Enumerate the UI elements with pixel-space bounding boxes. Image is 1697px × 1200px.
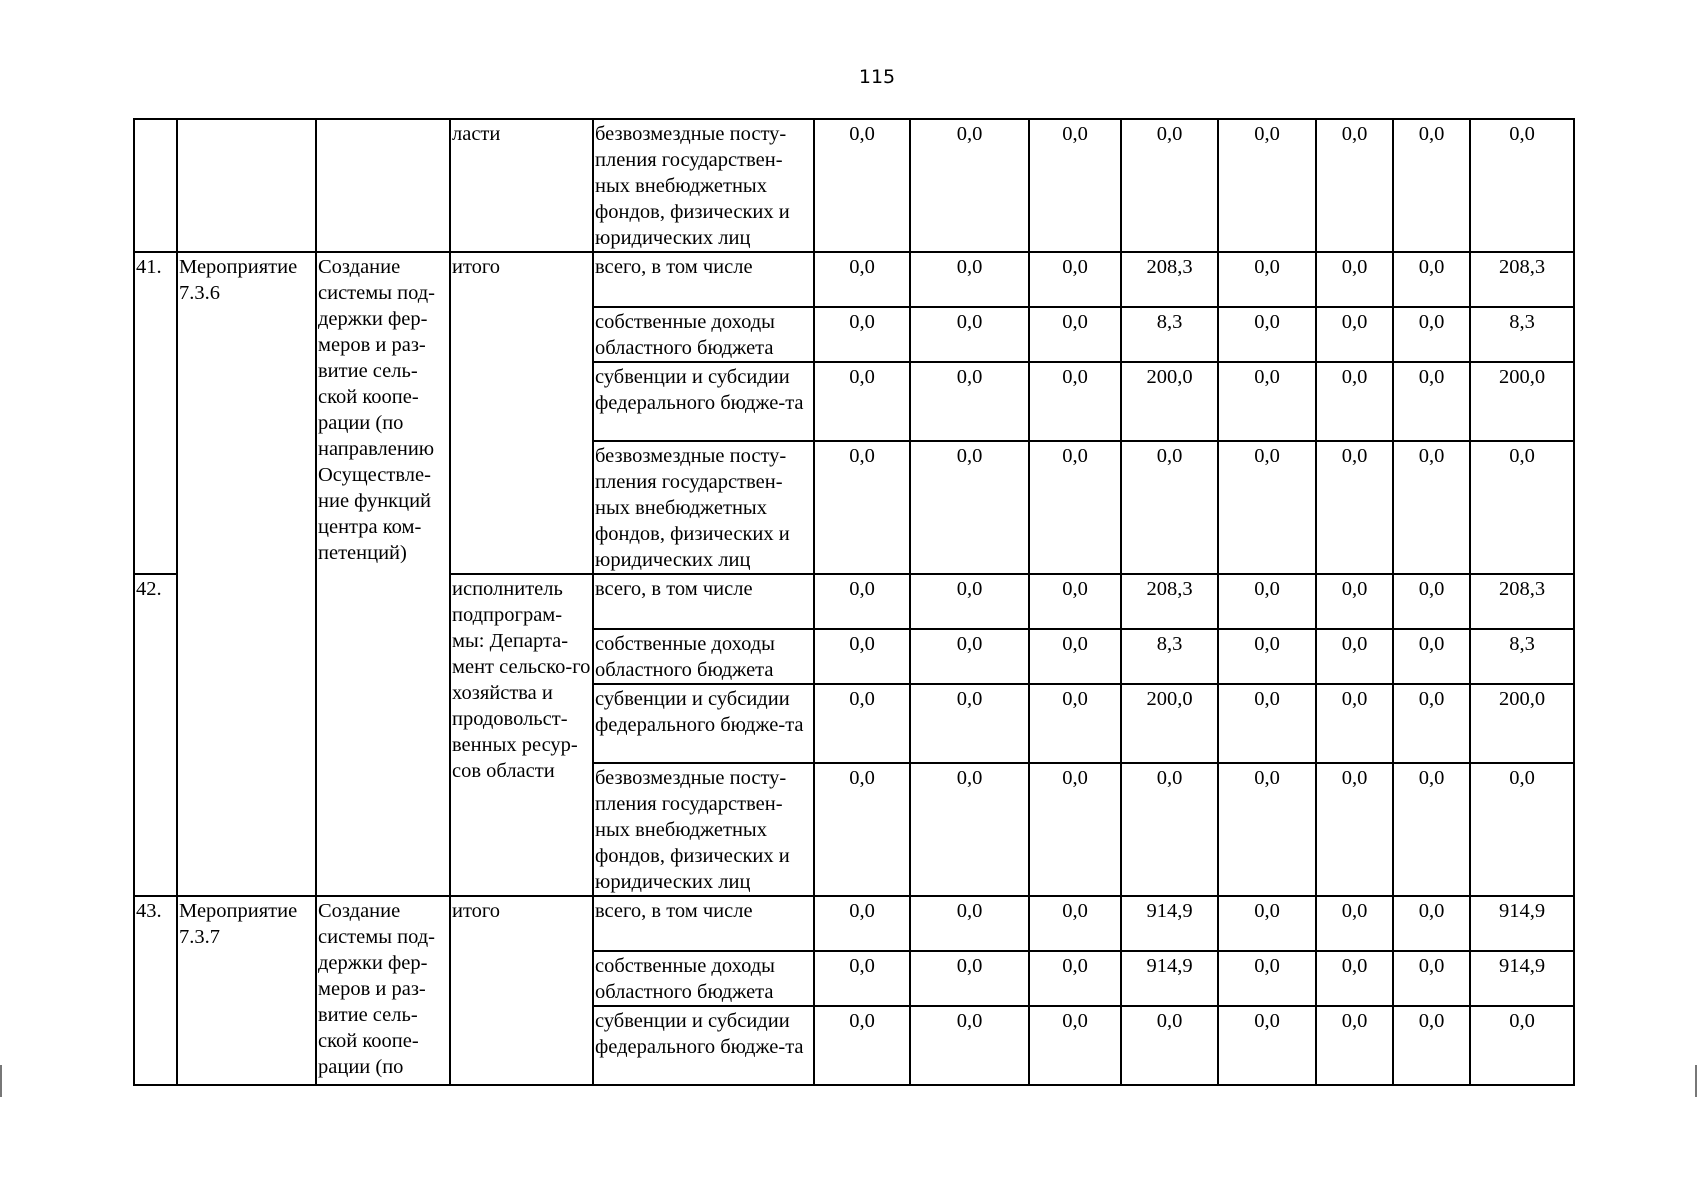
value-cell: 0,0 — [910, 684, 1029, 763]
executor-cell: исполнитель подпрограм-мы: Департа-мент сельско-го хозяйства и продовольст-венных ресур-сов области — [450, 574, 593, 896]
row-number-cell: 43. — [134, 896, 177, 1085]
value-cell: 0,0 — [1393, 1006, 1470, 1085]
funding-source-cell: субвенции и субсидии федерального бюдже-та — [593, 1006, 814, 1085]
value-cell: 0,0 — [910, 574, 1029, 629]
value-cell: 0,0 — [1218, 951, 1316, 1006]
funding-source-cell: собственные доходы областного бюджета — [593, 307, 814, 362]
value-cell: 0,0 — [1393, 763, 1470, 896]
row-number-cell: 42. — [134, 574, 177, 896]
value-cell: 0,0 — [1218, 119, 1316, 252]
value-cell: 914,9 — [1121, 951, 1218, 1006]
value-cell: 0,0 — [814, 629, 910, 684]
value-cell: 0,0 — [1316, 629, 1393, 684]
description-cell — [316, 119, 450, 252]
value-cell: 0,0 — [814, 307, 910, 362]
executor-cell: ласти — [450, 119, 593, 252]
executor-cell: итого — [450, 252, 593, 574]
value-cell: 0,0 — [1316, 252, 1393, 307]
value-cell: 0,0 — [1470, 119, 1574, 252]
value-cell: 0,0 — [1470, 441, 1574, 574]
value-cell: 8,3 — [1470, 629, 1574, 684]
value-cell: 0,0 — [814, 441, 910, 574]
value-cell: 0,0 — [814, 763, 910, 896]
value-cell: 0,0 — [1218, 896, 1316, 951]
table-row — [134, 896, 1574, 951]
funding-source-cell: собственные доходы областного бюджета — [593, 629, 814, 684]
value-cell: 0,0 — [1316, 951, 1393, 1006]
value-cell: 0,0 — [1029, 684, 1121, 763]
value-cell: 0,0 — [910, 307, 1029, 362]
value-cell: 0,0 — [1393, 307, 1470, 362]
description-cell: Создание системы под-держки фер-меров и раз-витие сель-ской коопе-рации (по — [316, 896, 450, 1085]
value-cell: 914,9 — [1121, 896, 1218, 951]
value-cell: 200,0 — [1470, 684, 1574, 763]
value-cell: 0,0 — [814, 362, 910, 441]
value-cell: 0,0 — [814, 1006, 910, 1085]
value-cell: 0,0 — [1218, 1006, 1316, 1085]
value-cell: 0,0 — [910, 629, 1029, 684]
value-cell: 0,0 — [1218, 763, 1316, 896]
value-cell: 0,0 — [1393, 441, 1470, 574]
value-cell: 0,0 — [1316, 307, 1393, 362]
value-cell: 0,0 — [910, 763, 1029, 896]
value-cell: 0,0 — [1393, 362, 1470, 441]
value-cell: 0,0 — [1029, 307, 1121, 362]
value-cell: 0,0 — [1316, 763, 1393, 896]
funding-source-cell: безвозмездные посту-пления государствен-ных внебюджетных фондов, физических и юридических лиц — [593, 763, 814, 896]
value-cell: 0,0 — [1316, 684, 1393, 763]
funding-source-cell: всего, в том числе — [593, 574, 814, 629]
value-cell: 0,0 — [1393, 896, 1470, 951]
executor-cell: итого — [450, 896, 593, 1085]
measure-cell — [177, 119, 316, 252]
page-number: 115 — [858, 66, 896, 88]
funding-source-cell: субвенции и субсидии федерального бюдже-та — [593, 684, 814, 763]
value-cell: 0,0 — [1121, 119, 1218, 252]
value-cell: 0,0 — [1470, 763, 1574, 896]
value-cell: 0,0 — [910, 1006, 1029, 1085]
value-cell: 208,3 — [1470, 252, 1574, 307]
value-cell: 0,0 — [814, 896, 910, 951]
value-cell: 200,0 — [1121, 362, 1218, 441]
funding-source-cell: субвенции и субсидии федерального бюдже-та — [593, 362, 814, 441]
value-cell: 0,0 — [1029, 441, 1121, 574]
value-cell: 0,0 — [1316, 574, 1393, 629]
value-cell: 0,0 — [1029, 763, 1121, 896]
value-cell: 0,0 — [814, 574, 910, 629]
value-cell: 0,0 — [1316, 441, 1393, 574]
value-cell: 8,3 — [1470, 307, 1574, 362]
value-cell: 0,0 — [910, 441, 1029, 574]
value-cell: 0,0 — [910, 362, 1029, 441]
value-cell: 0,0 — [814, 119, 910, 252]
value-cell: 8,3 — [1121, 307, 1218, 362]
row-number-cell — [134, 119, 177, 252]
value-cell: 0,0 — [1029, 574, 1121, 629]
value-cell: 0,0 — [1316, 362, 1393, 441]
funding-source-cell: безвозмездные посту-пления государствен-ных внебюджетных фондов, физических и юридических лиц — [593, 441, 814, 574]
value-cell: 0,0 — [1393, 119, 1470, 252]
measure-cell: Мероприятие 7.3.6 — [177, 252, 316, 896]
value-cell: 914,9 — [1470, 896, 1574, 951]
value-cell: 0,0 — [1121, 441, 1218, 574]
value-cell: 0,0 — [1218, 362, 1316, 441]
funding-source-cell: всего, в том числе — [593, 252, 814, 307]
value-cell: 0,0 — [1029, 629, 1121, 684]
value-cell: 208,3 — [1121, 574, 1218, 629]
value-cell: 914,9 — [1470, 951, 1574, 1006]
value-cell: 0,0 — [1029, 896, 1121, 951]
value-cell: 0,0 — [1218, 684, 1316, 763]
value-cell: 0,0 — [910, 119, 1029, 252]
value-cell: 0,0 — [814, 252, 910, 307]
value-cell: 0,0 — [1029, 119, 1121, 252]
value-cell: 0,0 — [1121, 763, 1218, 896]
value-cell: 0,0 — [1218, 307, 1316, 362]
value-cell: 0,0 — [1393, 951, 1470, 1006]
row-number-cell: 41. — [134, 252, 177, 574]
funding-source-cell: всего, в том числе — [593, 896, 814, 951]
value-cell: 0,0 — [910, 896, 1029, 951]
value-cell: 0,0 — [910, 951, 1029, 1006]
value-cell: 0,0 — [1316, 119, 1393, 252]
value-cell: 0,0 — [1470, 1006, 1574, 1085]
value-cell: 8,3 — [1121, 629, 1218, 684]
value-cell: 0,0 — [1393, 574, 1470, 629]
funding-source-cell: безвозмездные посту-пления государствен-ных внебюджетных фондов, физических и юридических лиц — [593, 119, 814, 252]
value-cell: 208,3 — [1121, 252, 1218, 307]
value-cell: 0,0 — [1218, 574, 1316, 629]
value-cell: 0,0 — [1029, 252, 1121, 307]
value-cell: 0,0 — [814, 684, 910, 763]
funding-source-cell: собственные доходы областного бюджета — [593, 951, 814, 1006]
value-cell: 0,0 — [910, 252, 1029, 307]
value-cell: 0,0 — [1218, 629, 1316, 684]
value-cell: 0,0 — [1029, 362, 1121, 441]
value-cell: 0,0 — [1029, 951, 1121, 1006]
value-cell: 0,0 — [1218, 441, 1316, 574]
value-cell: 0,0 — [1316, 1006, 1393, 1085]
budget-table — [133, 118, 1575, 1086]
value-cell: 200,0 — [1121, 684, 1218, 763]
table-row — [134, 252, 1574, 307]
value-cell: 0,0 — [1393, 629, 1470, 684]
value-cell: 0,0 — [1029, 1006, 1121, 1085]
value-cell: 200,0 — [1470, 362, 1574, 441]
description-cell: Создание системы под-держки фер-меров и раз-витие сель-ской коопе-рации (по направлению Осуществле-ние функций центра ком-петенций) — [316, 252, 450, 896]
table-row — [134, 119, 1574, 252]
value-cell: 0,0 — [1121, 1006, 1218, 1085]
scan-edge-mark-left — [0, 1065, 2, 1097]
value-cell: 0,0 — [814, 951, 910, 1006]
measure-cell: Мероприятие 7.3.7 — [177, 896, 316, 1085]
value-cell: 208,3 — [1470, 574, 1574, 629]
value-cell: 0,0 — [1393, 252, 1470, 307]
value-cell: 0,0 — [1218, 252, 1316, 307]
value-cell: 0,0 — [1316, 896, 1393, 951]
value-cell: 0,0 — [1393, 684, 1470, 763]
